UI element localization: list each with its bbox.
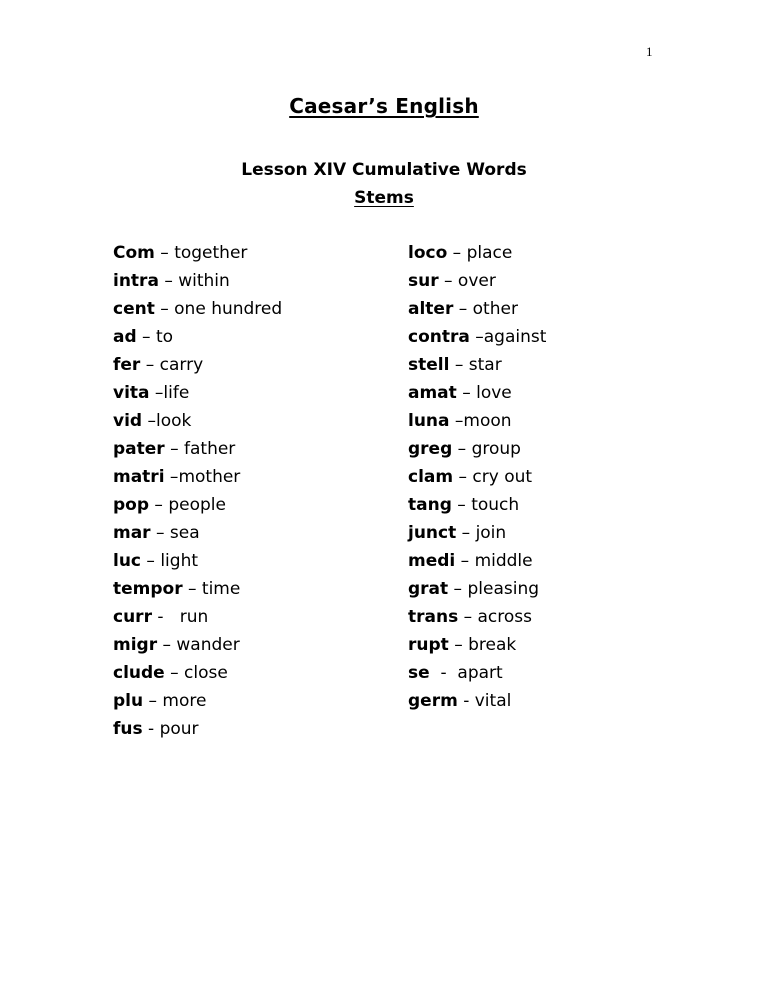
stem-meaning: more: [162, 691, 207, 711]
stem-separator: -: [429, 663, 458, 683]
stem-word: clude: [113, 663, 165, 683]
stem-word: greg: [408, 439, 453, 459]
stem-meaning: one hundred: [174, 299, 283, 319]
stem-entry: [408, 354, 668, 382]
stem-separator: -: [142, 719, 160, 739]
stem-entry: [113, 606, 373, 634]
stem-entry: [408, 522, 668, 550]
stem-word: pater: [113, 439, 165, 459]
stem-entry: [408, 634, 668, 662]
stem-word: stell: [408, 355, 450, 375]
stem-separator: –: [141, 551, 161, 571]
stem-separator: –: [456, 383, 477, 403]
stem-entry: [113, 578, 373, 606]
stem-entry: [113, 298, 373, 326]
stem-meaning: father: [184, 439, 236, 459]
stem-meaning: pleasing: [467, 579, 540, 599]
stem-word: loco: [408, 243, 448, 263]
stem-separator: –: [158, 271, 179, 291]
lesson-subtitle: Lesson XIV Cumulative Words: [241, 160, 527, 180]
stem-separator: –: [438, 271, 458, 291]
stem-entry: [113, 550, 373, 578]
stem-separator: –: [142, 411, 156, 431]
stem-entry: [113, 382, 373, 410]
stem-separator: –: [164, 663, 185, 683]
stem-separator: –: [453, 467, 473, 487]
stem-separator: –: [449, 355, 469, 375]
stem-word: medi: [408, 551, 456, 571]
stem-word: tempor: [113, 579, 183, 599]
stem-word: migr: [113, 635, 158, 655]
stem-separator: –: [154, 243, 175, 263]
stem-meaning: touch: [471, 495, 520, 515]
stem-meaning: other: [472, 299, 518, 319]
stem-meaning: moon: [463, 411, 512, 431]
stem-entry: [113, 690, 373, 718]
stem-separator: –: [143, 691, 163, 711]
stems-list-right: [408, 242, 668, 718]
stem-word: rupt: [408, 635, 449, 655]
stem-word: fer: [113, 355, 141, 375]
stem-entry: [113, 354, 373, 382]
stem-entry: [408, 606, 668, 634]
stem-separator: -: [151, 607, 180, 627]
page-number: 1: [646, 44, 653, 59]
stem-separator: –: [447, 243, 467, 263]
stem-meaning: against: [483, 327, 547, 347]
stem-word: tang: [408, 495, 452, 515]
stem-word: junct: [408, 523, 457, 543]
stem-entry: [408, 662, 668, 690]
stem-word: ad: [113, 327, 137, 347]
stem-word: mar: [113, 523, 151, 543]
stem-meaning: wander: [176, 635, 240, 655]
stem-separator: –: [448, 635, 469, 655]
stem-meaning: carry: [159, 355, 204, 375]
document-title: Caesar’s English: [289, 94, 479, 118]
stem-meaning: middle: [474, 551, 533, 571]
stem-separator: –: [448, 579, 468, 599]
stem-entry: [113, 718, 373, 746]
stem-word: cent: [113, 299, 155, 319]
stem-word: curr: [113, 607, 152, 627]
stem-word: sur: [408, 271, 439, 291]
stem-separator: –: [452, 439, 472, 459]
stem-entry: [113, 466, 373, 494]
stem-meaning: place: [466, 243, 513, 263]
stem-meaning: join: [475, 523, 507, 543]
stem-meaning: over: [457, 271, 496, 291]
stem-word: germ: [408, 691, 458, 711]
stem-meaning: star: [468, 355, 502, 375]
stem-word: vid: [113, 411, 143, 431]
stem-meaning: life: [163, 383, 190, 403]
stem-entry: [113, 410, 373, 438]
stem-entry: [408, 494, 668, 522]
stem-entry: [113, 326, 373, 354]
stem-meaning: vital: [474, 691, 512, 711]
stem-entry: [408, 578, 668, 606]
stem-entry: [408, 410, 668, 438]
stem-separator: –: [451, 495, 472, 515]
stem-meaning: across: [477, 607, 533, 627]
stem-separator: –: [154, 299, 175, 319]
stem-meaning: run: [179, 607, 209, 627]
stem-meaning: pour: [159, 719, 199, 739]
stem-word: plu: [113, 691, 144, 711]
stem-meaning: together: [174, 243, 248, 263]
stem-separator: –: [458, 607, 478, 627]
stem-separator: –: [449, 411, 464, 431]
stem-word: amat: [408, 383, 457, 403]
stems-list-left: [113, 242, 373, 746]
stem-entry: [113, 438, 373, 466]
stem-meaning: cry out: [472, 467, 533, 487]
stem-entry: [408, 550, 668, 578]
stem-entry: [408, 270, 668, 298]
stem-entry: [113, 634, 373, 662]
stem-separator: –: [456, 523, 476, 543]
stem-word: pop: [113, 495, 150, 515]
stem-meaning: to: [155, 327, 174, 347]
stem-meaning: love: [476, 383, 512, 403]
section-heading: Stems: [354, 188, 414, 208]
stem-meaning: apart: [457, 663, 503, 683]
stem-entry: [408, 298, 668, 326]
stem-separator: –: [453, 299, 473, 319]
stem-entry: [408, 466, 668, 494]
stem-word: alter: [408, 299, 454, 319]
stem-separator: –: [136, 327, 156, 347]
stem-meaning: time: [201, 579, 241, 599]
stem-entry: [113, 662, 373, 690]
stem-meaning: close: [184, 663, 228, 683]
stem-entry: [408, 242, 668, 270]
stem-meaning: group: [471, 439, 521, 459]
stem-word: luna: [408, 411, 450, 431]
stem-separator: –: [149, 383, 164, 403]
stem-entry: [113, 242, 373, 270]
stem-meaning: break: [468, 635, 517, 655]
stem-word: contra: [408, 327, 470, 347]
stem-separator: –: [149, 495, 169, 515]
stem-entry: [113, 522, 373, 550]
stem-separator: –: [182, 579, 202, 599]
stem-entry: [113, 270, 373, 298]
stem-entry: [408, 326, 668, 354]
stem-separator: –: [164, 439, 184, 459]
stem-word: trans: [408, 607, 459, 627]
stem-word: luc: [113, 551, 142, 571]
stem-separator: –: [157, 635, 177, 655]
stem-word: grat: [408, 579, 449, 599]
stem-separator: –: [150, 523, 170, 543]
stem-meaning: mother: [178, 467, 241, 487]
stem-word: se: [408, 663, 430, 683]
stem-separator: –: [164, 467, 179, 487]
stem-meaning: light: [160, 551, 199, 571]
stem-separator: –: [455, 551, 475, 571]
stem-separator: –: [140, 355, 160, 375]
stem-word: matri: [113, 467, 165, 487]
stem-entry: [113, 494, 373, 522]
stem-meaning: people: [168, 495, 226, 515]
stem-entry: [408, 438, 668, 466]
stem-meaning: within: [178, 271, 230, 291]
stem-word: fus: [113, 719, 143, 739]
stem-entry: [408, 690, 668, 718]
stem-word: Com: [113, 243, 155, 263]
stem-separator: –: [469, 327, 484, 347]
stem-word: clam: [408, 467, 454, 487]
stem-word: vita: [113, 383, 150, 403]
stem-meaning: look: [155, 411, 192, 431]
stem-separator: -: [457, 691, 475, 711]
stem-entry: [408, 382, 668, 410]
stem-meaning: sea: [169, 523, 200, 543]
stem-word: intra: [113, 271, 159, 291]
